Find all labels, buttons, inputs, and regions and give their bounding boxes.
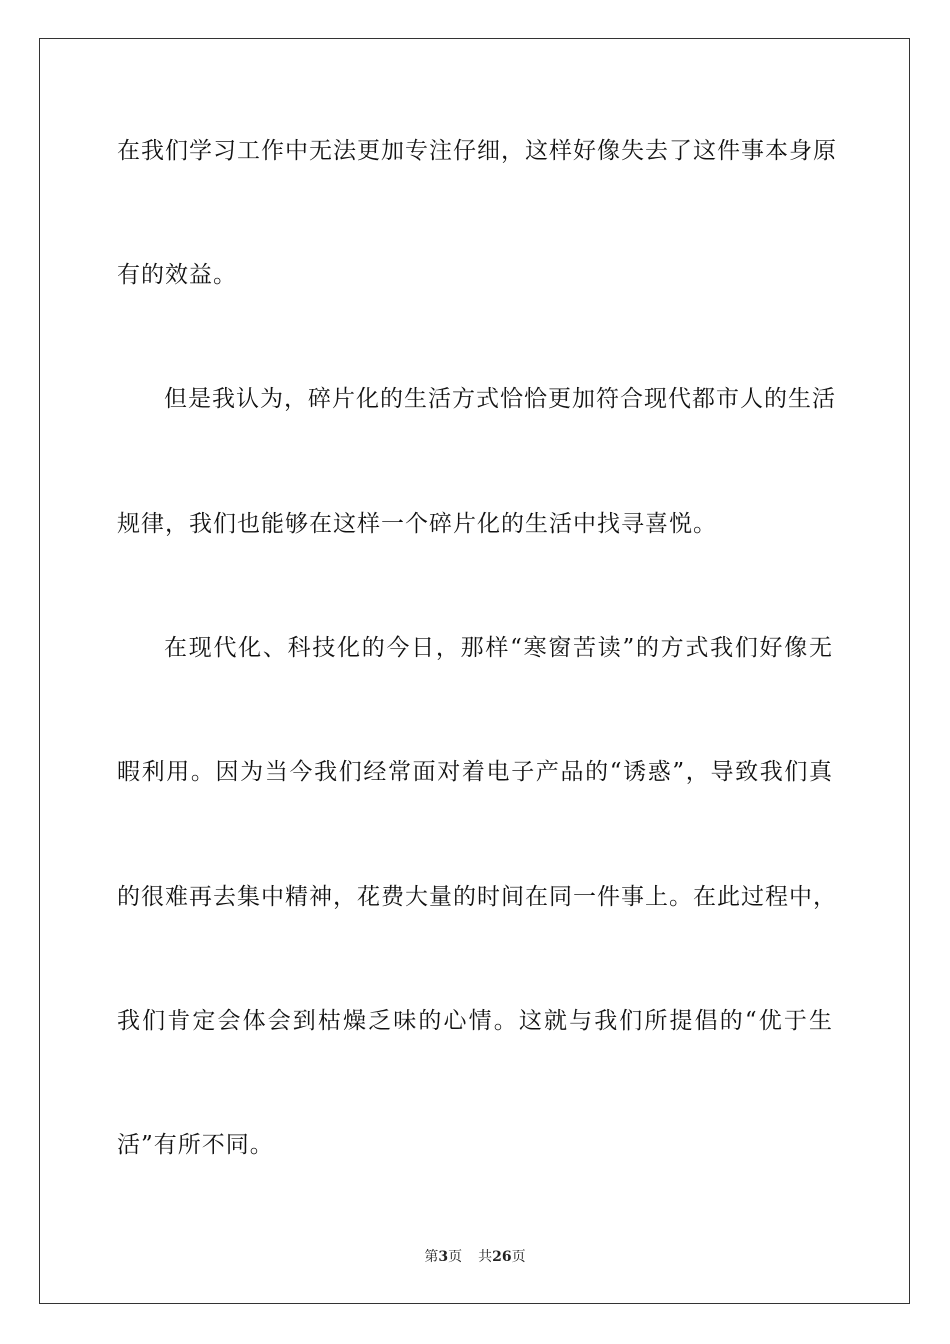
text-line-3: 但是我认为，碎片化的生活方式恰恰更加符合现代都市人的生活 bbox=[164, 386, 836, 412]
text-line-6: 暇利用。因为当今我们经常面对着电子产品的“诱惑”，导致我们真 bbox=[117, 759, 833, 785]
page-number: 3 bbox=[438, 1249, 449, 1265]
total-suffix: 页 bbox=[511, 1249, 526, 1265]
text-line-1: 在我们学习工作中无法更加专注仔细，这样好像失去了这件事本身原 bbox=[117, 138, 837, 164]
text-line-4: 规律，我们也能够在这样一个碎片化的生活中找寻喜悦。 bbox=[117, 511, 717, 537]
page-footer bbox=[0, 1248, 950, 1266]
page-border bbox=[39, 38, 910, 1304]
page-suffix: 页 bbox=[448, 1249, 463, 1265]
total-pages: 26 bbox=[492, 1249, 512, 1265]
text-line-5: 在现代化、科技化的今日，那样“寒窗苦读”的方式我们好像无 bbox=[164, 635, 833, 661]
text-line-9: 活”有所不同。 bbox=[117, 1132, 274, 1158]
text-line-8: 我们肯定会体会到枯燥乏味的心情。这就与我们所提倡的“优于生 bbox=[117, 1008, 833, 1034]
page-prefix: 第 bbox=[424, 1249, 439, 1265]
text-line-7: 的很难再去集中精神，花费大量的时间在同一件事上。在此过程中， bbox=[117, 884, 837, 910]
total-prefix: 共 bbox=[478, 1249, 493, 1265]
text-line-2: 有的效益。 bbox=[117, 262, 237, 288]
